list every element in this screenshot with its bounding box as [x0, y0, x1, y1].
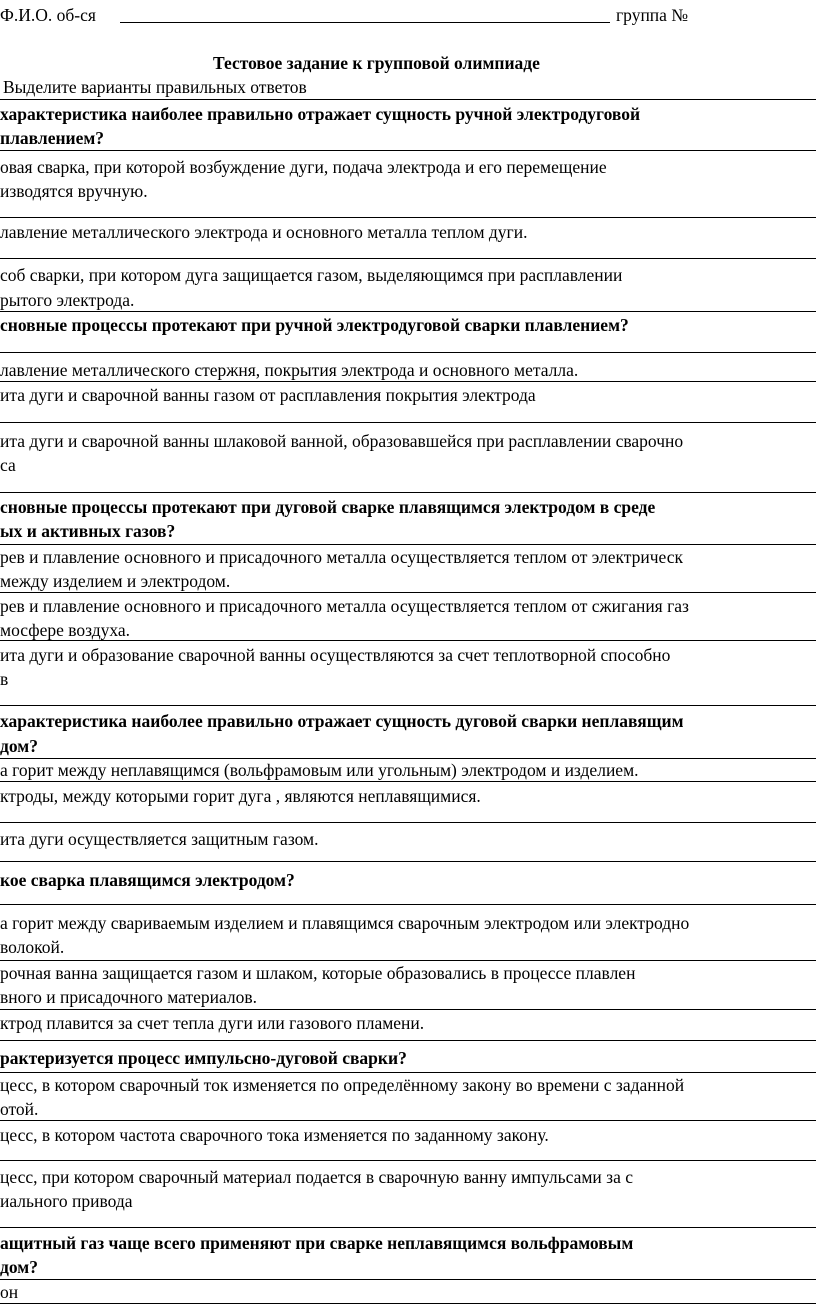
q1-answer-1-line-1: овая сварка, при которой возбуждение дуги, подача электрода и его перемещение: [0, 157, 607, 177]
group-label: группа №: [616, 5, 689, 25]
q3-answer-3-line-2: в: [0, 669, 9, 689]
divider: [0, 150, 816, 151]
divider: [0, 352, 816, 353]
divider: [0, 1279, 816, 1280]
q1-answer-3-line-1: соб сварки, при котором дуга защищается газом, выделяющимся при расплавлении: [0, 265, 623, 285]
divider: [0, 640, 816, 641]
fio-underline: [120, 22, 610, 23]
divider: [0, 422, 816, 423]
q6-answer-3-line-2: иального привода: [0, 1191, 133, 1211]
q2-answer-3-line-2: са: [0, 455, 16, 475]
divider: [0, 381, 816, 382]
question-7-line-2: дом?: [0, 1257, 38, 1277]
divider: [0, 1227, 816, 1228]
q3-answer-2-line-2: мосфере воздуха.: [0, 620, 131, 640]
question-1-line-1: характеристика наиболее правильно отражает сущность ручной электродуговой: [0, 104, 641, 124]
question-4-line-1: характеристика наиболее правильно отражает сущность дуговой сварки неплавящим: [0, 711, 684, 731]
q2-answer-2: ита дуги и сварочной ванны газом от расплавления покрытия электрода: [0, 385, 536, 405]
q2-answer-1: лавление металлического стержня, покрытия электрода и основного металла.: [0, 360, 579, 380]
divider: [0, 258, 816, 259]
question-1-line-2: плавлением?: [0, 128, 105, 148]
divider: [0, 1120, 816, 1121]
divider: [0, 861, 816, 862]
q7-answer-1: он: [0, 1282, 19, 1302]
q3-answer-1-line-2: между изделием и электродом.: [0, 571, 231, 591]
divider: [0, 781, 816, 782]
q3-answer-3-line-1: ита дуги и образование сварочной ванны осуществляются за счет теплотворной способно: [0, 645, 671, 665]
q4-answer-2: ктроды, между которыми горит дуга , являются неплавящимися.: [0, 786, 481, 806]
q5-answer-2-line-2: вного и присадочного материалов.: [0, 987, 258, 1007]
divider: [0, 822, 816, 823]
divider: [0, 544, 816, 545]
question-5-line-1: кое сварка плавящимся электродом?: [0, 870, 295, 890]
divider: [0, 492, 816, 493]
question-4-line-2: дом?: [0, 736, 38, 756]
question-3-line-1: сновные процессы протекают при дуговой сварке плавящимся электродом в среде: [0, 497, 656, 517]
q3-answer-1-line-1: рев и плавление основного и присадочного металла осуществляется теплом от электрическ: [0, 547, 684, 567]
question-7-line-1: ащитный газ чаще всего применяют при сварке неплавящимся вольфрамовым: [0, 1233, 634, 1253]
divider: [0, 904, 816, 905]
divider: [0, 1303, 816, 1304]
divider: [0, 1072, 816, 1073]
instruction: Выделите варианты правильных ответов: [3, 77, 307, 97]
q5-answer-1-line-1: а горит между свариваемым изделием и плавящимся сварочным электродом или электродно: [0, 913, 690, 933]
q6-answer-1-line-2: отой.: [0, 1099, 39, 1119]
q2-answer-3-line-1: ита дуги и сварочной ванны шлаковой ванной, образовавшейся при расплавлении сварочно: [0, 431, 684, 451]
question-2-line-1: сновные процессы протекают при ручной электродуговой сварки плавлением?: [0, 315, 629, 335]
q5-answer-1-line-2: волокой.: [0, 937, 65, 957]
divider: [0, 1040, 816, 1041]
q4-answer-3: ита дуги осуществляется защитным газом.: [0, 829, 319, 849]
divider: [0, 592, 816, 593]
q6-answer-1-line-1: цесс, в котором сварочный ток изменяется по определённому закону во времени с заданной: [0, 1075, 685, 1095]
question-3-line-2: ых и активных газов?: [0, 521, 176, 541]
divider: [0, 1160, 816, 1161]
question-6-line-1: рактеризуется процесс импульсно-дуговой сварки?: [0, 1048, 407, 1068]
divider: [0, 217, 816, 218]
q5-answer-2-line-1: рочная ванна защищается газом и шлаком, которые образовались в процессе плавлен: [0, 963, 636, 983]
divider: [0, 960, 816, 961]
divider: [0, 99, 816, 100]
divider: [0, 705, 816, 706]
fio-label: Ф.И.О. об-ся: [0, 5, 96, 25]
q6-answer-2: цесс, в котором частота сварочного тока изменяется по заданному закону.: [0, 1125, 549, 1145]
q6-answer-3-line-1: цесс, при котором сварочный материал подается в сварочную ванну импульсами за с: [0, 1167, 633, 1187]
page-title: Тестовое задание к групповой олимпиаде: [213, 53, 540, 73]
q1-answer-3-line-2: рытого электрода.: [0, 290, 135, 310]
q5-answer-3: ктрод плавится за счет тепла дуги или газового пламени.: [0, 1013, 425, 1033]
q1-answer-2: лавление металлического электрода и основного металла теплом дуги.: [0, 222, 528, 242]
q1-answer-1-line-2: изводятся вручную.: [0, 181, 148, 201]
q3-answer-2-line-1: рев и плавление основного и присадочного металла осуществляется теплом от сжигания газ: [0, 596, 689, 616]
divider: [0, 311, 816, 312]
q4-answer-1: а горит между неплавящимся (вольфрамовым или угольным) электродом и изделием.: [0, 760, 639, 780]
divider: [0, 1009, 816, 1010]
